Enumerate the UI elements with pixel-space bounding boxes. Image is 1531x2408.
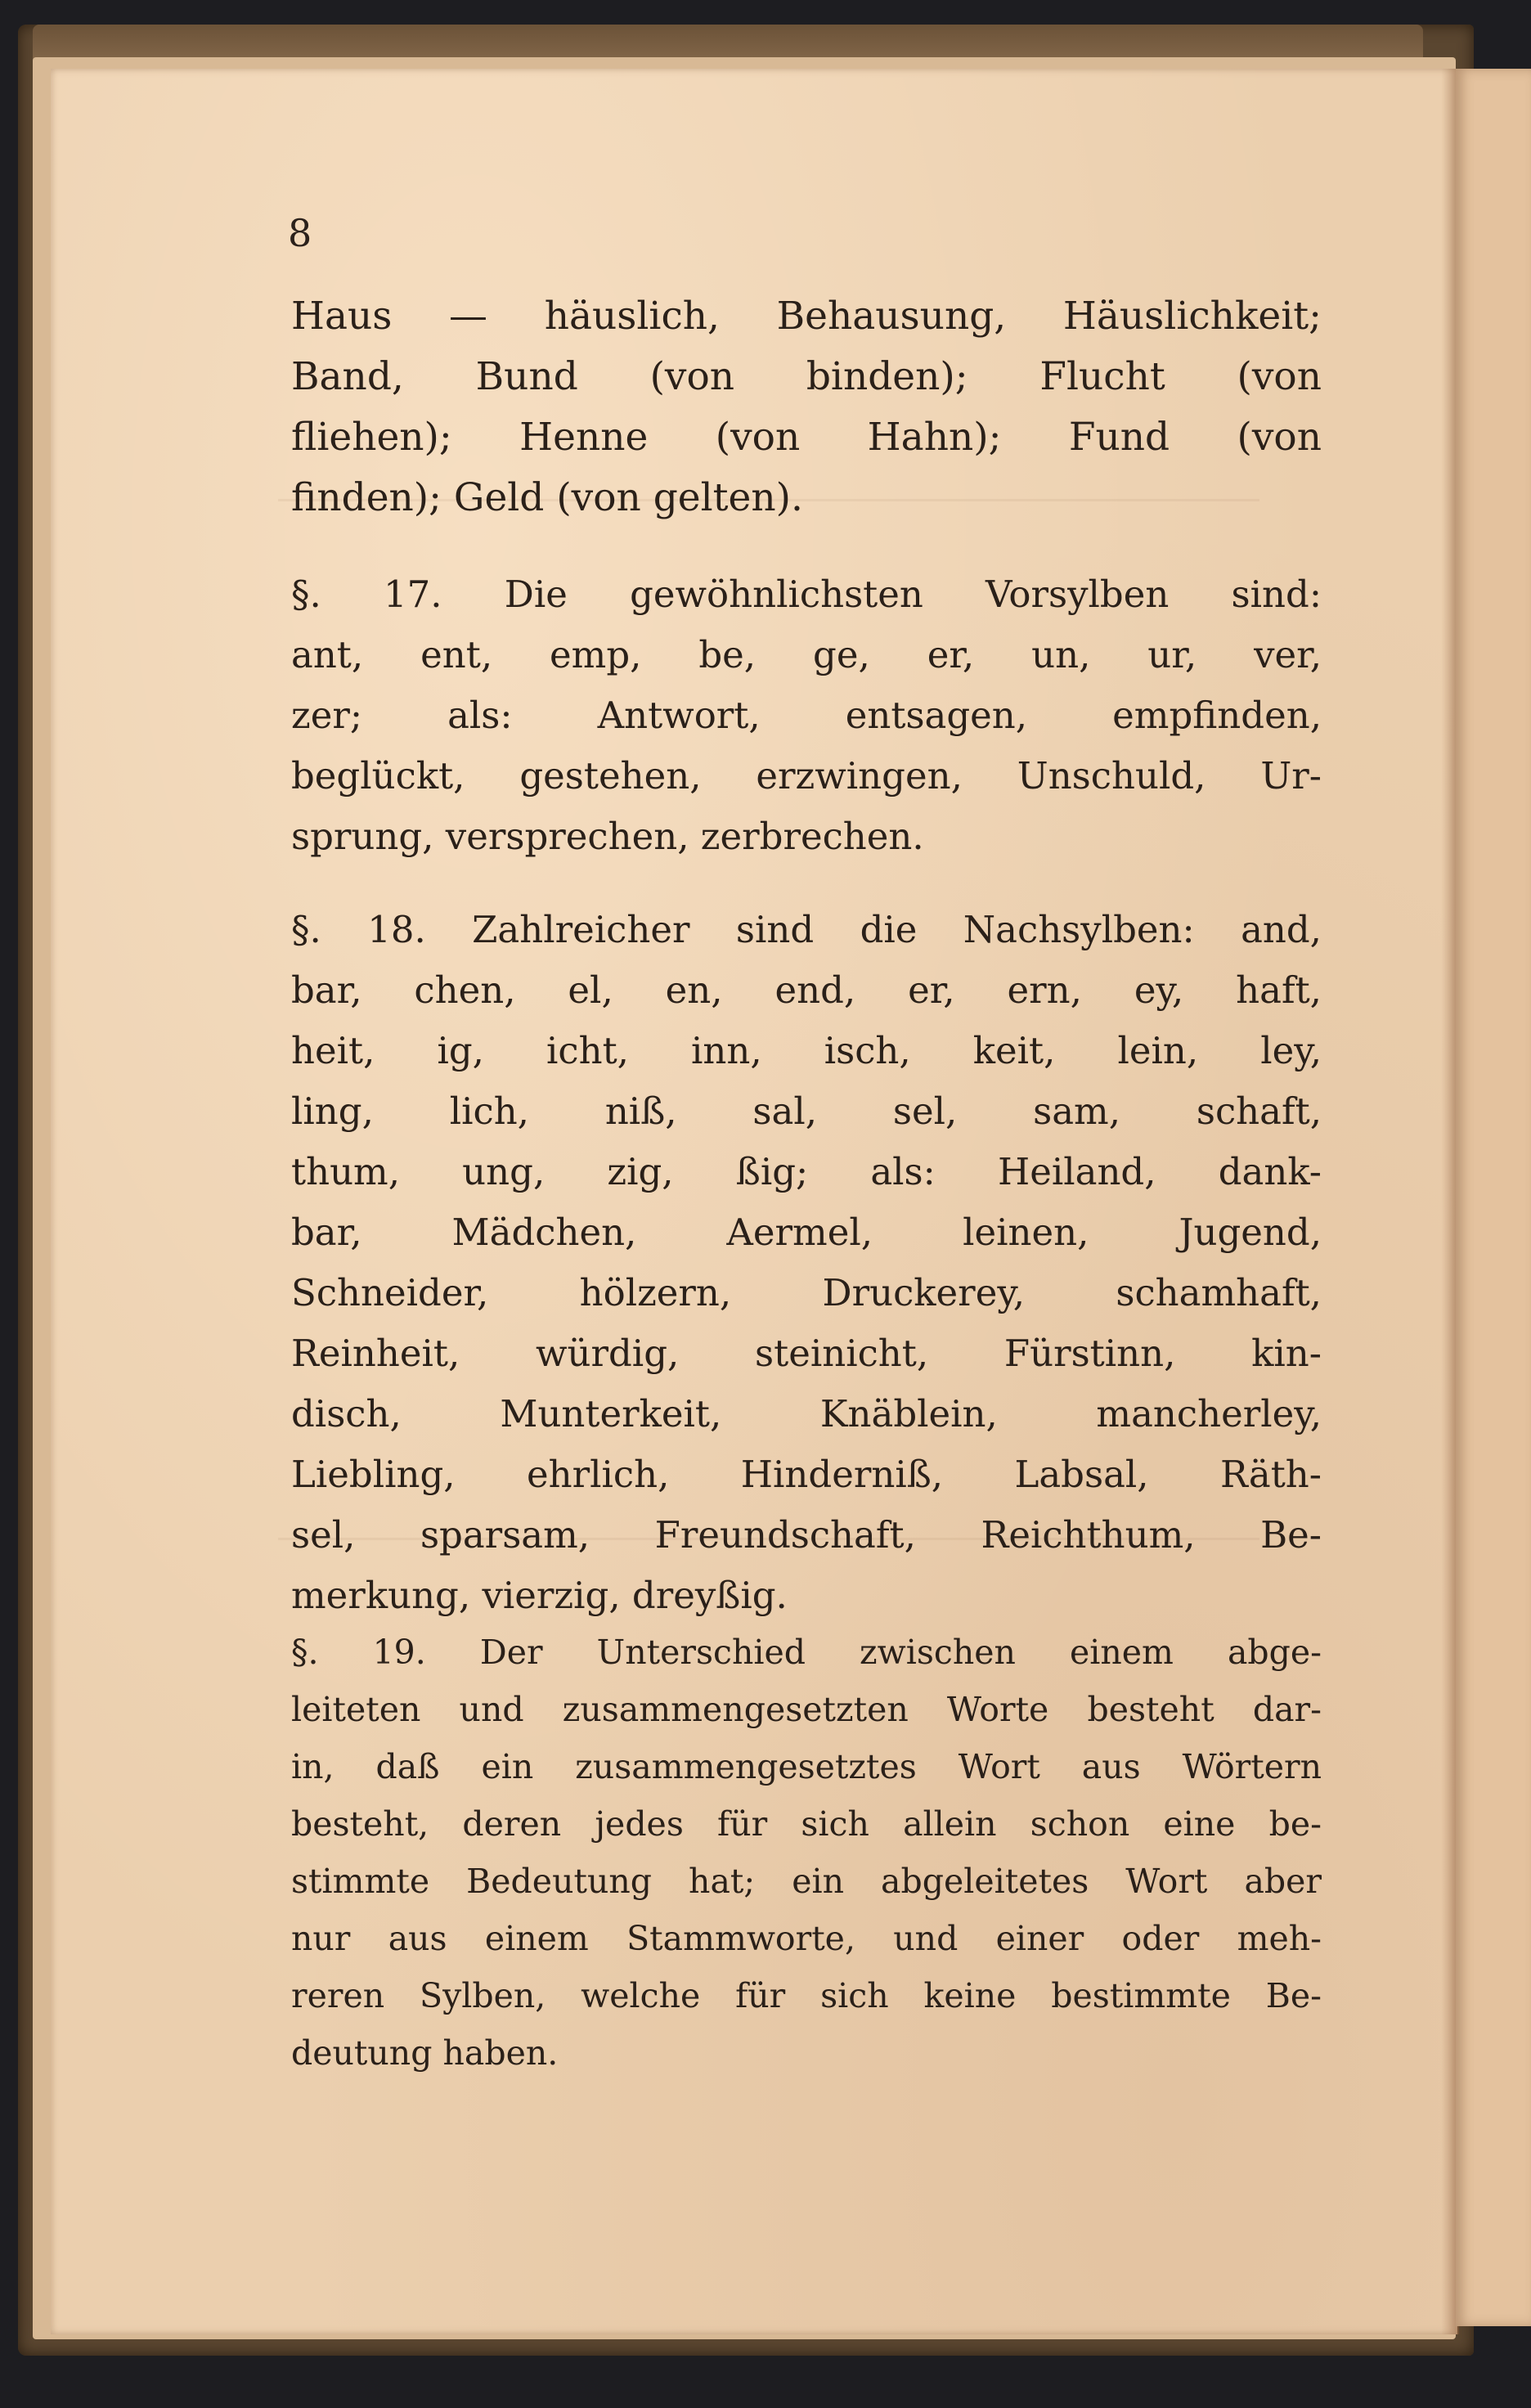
paragraph-section-18 <box>291 900 1322 1626</box>
text-line: deutung haben. <box>291 2033 559 2073</box>
text-line: thum, ung, zig, ßig; als: Heiland, dank- <box>291 1150 1322 1193</box>
text-line: Haus — häuslich, Behausung, Häuslichkeit; <box>291 294 1322 339</box>
text-line: §. 17. Die gewöhnlichsten Vorsylben sind: <box>291 573 1322 616</box>
text-line: besteht, deren jedes für sich allein schon eine be- <box>291 1804 1322 1844</box>
text-line: Liebling, ehrlich, Hinderniß, Labsal, Räth- <box>291 1453 1322 1496</box>
text-line: bar, chen, el, en, end, er, ern, ey, haft, <box>291 968 1322 1012</box>
text-line: leiteten und zusammengesetzten Worte besteht dar- <box>291 1690 1322 1729</box>
paragraph-derivations <box>291 286 1322 528</box>
text-line: reren Sylben, welche für sich keine bestimmte Be- <box>291 1976 1322 2015</box>
text-line: in, daß ein zusammengesetztes Wort aus Wörtern <box>291 1747 1322 1786</box>
text-line: heit, ig, icht, inn, isch, keit, lein, ley, <box>291 1029 1322 1072</box>
text-line: §. 19. Der Unterschied zwischen einem abge- <box>291 1633 1322 1672</box>
text-line: bar, Mädchen, Aermel, leinen, Jugend, <box>291 1211 1322 1254</box>
paragraph-section-17 <box>291 564 1322 867</box>
facing-page-edge <box>1456 69 1531 2326</box>
paragraph-section-19 <box>291 1624 1322 2082</box>
text-line: nur aus einem Stammworte, und einer oder meh- <box>291 1919 1322 1958</box>
text-line: Reinheit, würdig, steinicht, Fürstinn, kin- <box>291 1332 1322 1375</box>
text-line: fliehen); Henne (von Hahn); Fund (von <box>291 415 1322 460</box>
text-line: zer; als: Antwort, entsagen, empfinden, <box>291 694 1322 737</box>
text-line: ant, ent, emp, be, ge, er, un, ur, ver, <box>291 633 1322 676</box>
text-line: finden); Geld (von gelten). <box>291 475 803 520</box>
text-line: merkung, vierzig, dreyßig. <box>291 1574 788 1617</box>
page-number: 8 <box>288 211 312 255</box>
text-line: stimmte Bedeutung hat; ein abgeleitetes Wort aber <box>291 1862 1322 1901</box>
text-line: sprung, versprechen, zerbrechen. <box>291 815 924 858</box>
text-line: sel, sparsam, Freundschaft, Reichthum, Be- <box>291 1513 1322 1557</box>
text-line: disch, Munterkeit, Knäblein, mancherley, <box>291 1392 1322 1435</box>
text-line: §. 18. Zahlreicher sind die Nachsylben: and, <box>291 908 1322 951</box>
text-line: Band, Bund (von binden); Flucht (von <box>291 354 1322 399</box>
text-line: ling, lich, niß, sal, sel, sam, schaft, <box>291 1089 1322 1133</box>
text-line: Schneider, hölzern, Druckerey, schamhaft, <box>291 1271 1322 1314</box>
text-line: beglückt, gestehen, erzwingen, Unschuld, Ur- <box>291 754 1322 797</box>
